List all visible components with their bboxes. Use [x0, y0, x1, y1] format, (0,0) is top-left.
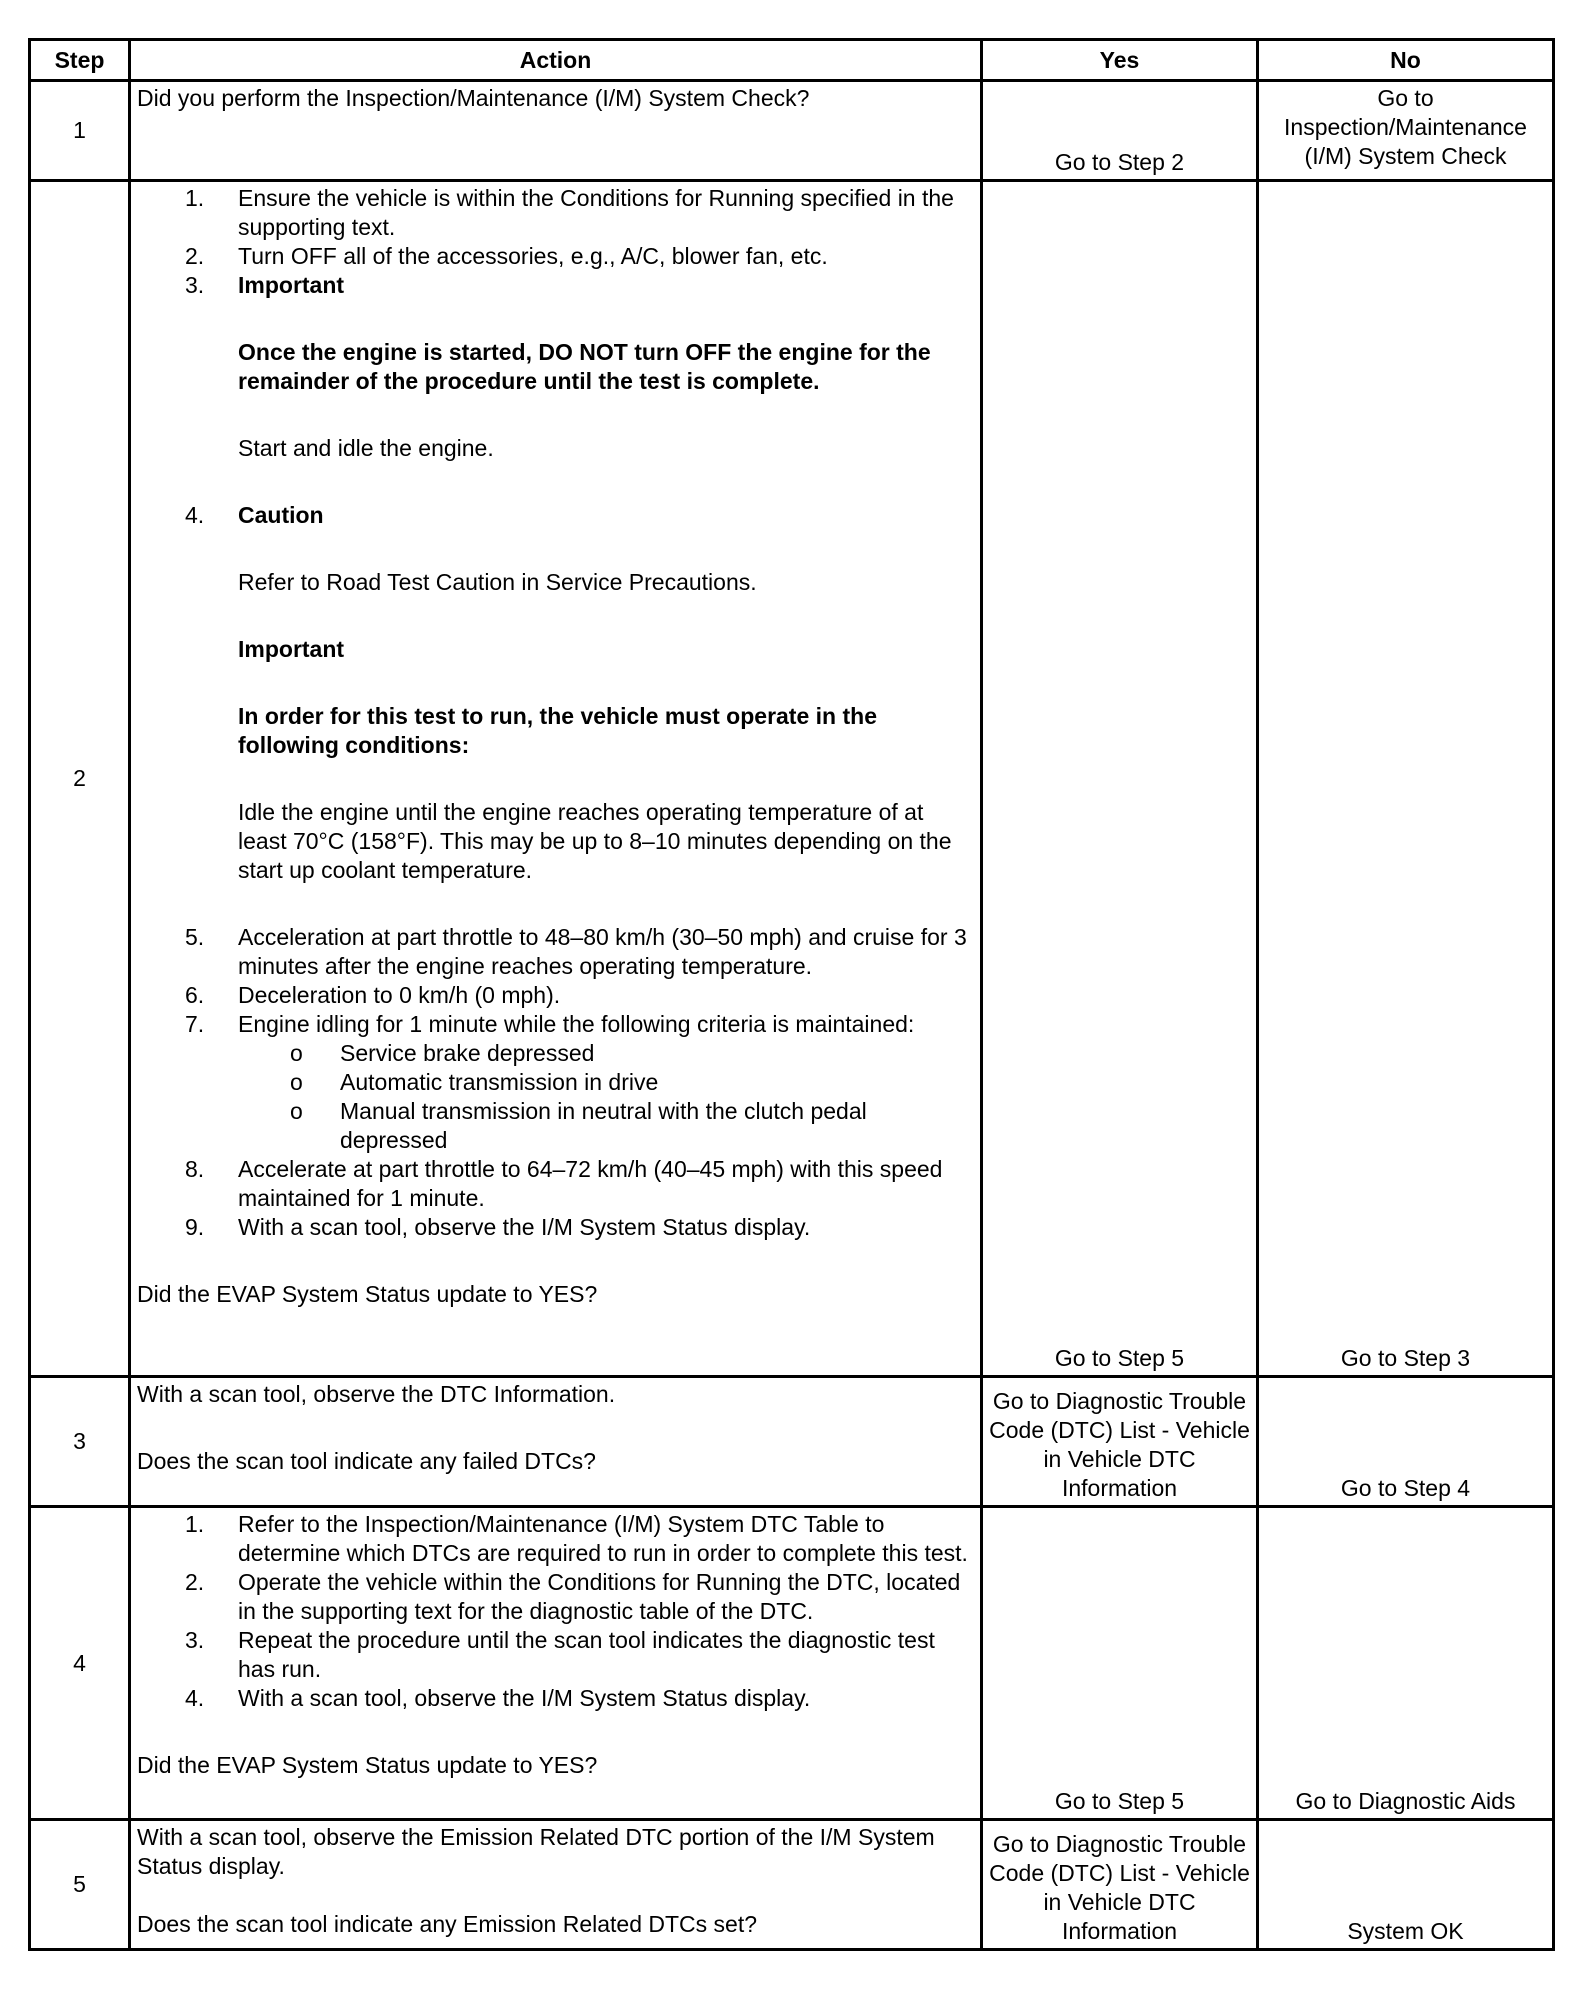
- bullet-icon: o: [290, 1098, 303, 1124]
- question-text: Does the scan tool indicate any Emission Related DTCs set?: [137, 1911, 758, 1937]
- item-text: Refer to the Inspection/Maintenance (I/M) System DTC Table to determine which DTCs are required to run in order to complete this test.: [238, 1511, 968, 1566]
- list-item: [137, 1213, 974, 1242]
- item-number: 6.: [185, 982, 205, 1008]
- header-no: No: [1258, 40, 1554, 81]
- diagnostic-table: [28, 38, 1555, 1951]
- important-label: Important: [238, 636, 345, 662]
- list-item: [137, 501, 974, 923]
- list-item: [137, 1010, 974, 1039]
- list-item: [137, 1510, 974, 1568]
- sub-item-text: Service brake depressed: [340, 1040, 595, 1066]
- table-row-step-4: [30, 1507, 1554, 1820]
- table-row-step-3: [30, 1377, 1554, 1507]
- item-number: 9.: [185, 1214, 205, 1240]
- list-item: [137, 981, 974, 1010]
- no-outcome: Go to Step 3: [1258, 181, 1554, 1377]
- yes-outcome: Go to Step 5: [982, 1507, 1258, 1820]
- table-header-row: [30, 40, 1554, 81]
- important-label: Important: [238, 272, 345, 298]
- table-row-step-2: [30, 181, 1554, 1377]
- header-yes: Yes: [982, 40, 1258, 81]
- question-text: Does the scan tool indicate any failed DTCs?: [137, 1448, 596, 1474]
- intro-text: With a scan tool, observe the Emission Related DTC portion of the I/M System Status display.: [137, 1824, 935, 1879]
- item-text: Acceleration at part throttle to 48–80 km/h (30–50 mph) and cruise for 3 minutes after the engine reaches operating temperature.: [238, 924, 967, 979]
- item-text: Idle the engine until the engine reaches operating temperature of at least 70°C (158°F). This may be up to 8–10 minutes depending on the start up coolant temperature.: [238, 799, 952, 883]
- action-cell: [130, 181, 982, 1377]
- item-text: With a scan tool, observe the I/M System Status display.: [238, 1214, 811, 1240]
- important-warning: In order for this test to run, the vehicle must operate in the following conditions:: [238, 703, 877, 758]
- list-item: [137, 271, 974, 501]
- important-warning: Once the engine is started, DO NOT turn OFF the engine for the remainder of the procedure until the test is complete.: [238, 339, 931, 394]
- step-number: 1: [30, 81, 130, 181]
- table-row-step-1: [30, 81, 1554, 181]
- action-cell: [130, 81, 982, 181]
- sub-item-text: Manual transmission in neutral with the clutch pedal depressed: [340, 1098, 867, 1153]
- item-text: Deceleration to 0 km/h (0 mph).: [238, 982, 561, 1008]
- no-outcome: Go to Inspection/Maintenance (I/M) System Check: [1258, 81, 1554, 181]
- header-step: Step: [30, 40, 130, 81]
- question-text: Did the EVAP System Status update to YES?: [137, 1752, 598, 1778]
- yes-outcome: Go to Step 2: [982, 81, 1258, 181]
- yes-outcome: Go to Step 5: [982, 181, 1258, 1377]
- item-number: 5.: [185, 924, 205, 950]
- yes-outcome: Go to Diagnostic Trouble Code (DTC) List - Vehicle in Vehicle DTC Information: [982, 1377, 1258, 1507]
- list-item: [137, 923, 974, 981]
- action-cell: [130, 1820, 982, 1950]
- item-number: 1.: [185, 185, 205, 211]
- no-outcome: Go to Diagnostic Aids: [1258, 1507, 1554, 1820]
- no-outcome: Go to Step 4: [1258, 1377, 1554, 1507]
- step-number: 3: [30, 1377, 130, 1507]
- item-number: 2.: [185, 243, 205, 269]
- caution-text: Refer to Road Test Caution in Service Precautions.: [238, 569, 757, 595]
- intro-text: With a scan tool, observe the DTC Information.: [137, 1381, 616, 1407]
- item-text: Accelerate at part throttle to 64–72 km/h (40–45 mph) with this speed maintained for 1 minute.: [238, 1156, 943, 1211]
- list-item: [137, 1155, 974, 1213]
- item-number: 1.: [185, 1511, 205, 1537]
- question-text: Did the EVAP System Status update to YES?: [137, 1281, 598, 1307]
- item-text: Repeat the procedure until the scan tool indicates the diagnostic test has run.: [238, 1627, 935, 1682]
- header-action: Action: [130, 40, 982, 81]
- item-number: 2.: [185, 1569, 205, 1595]
- table-row-step-5: [30, 1820, 1554, 1950]
- question-text: Did you perform the Inspection/Maintenance (I/M) System Check?: [137, 85, 810, 111]
- action-cell: [130, 1377, 982, 1507]
- sub-list-item: [137, 1097, 974, 1155]
- list-item: [137, 1626, 974, 1684]
- step-number: 2: [30, 181, 130, 1377]
- yes-outcome: Go to Diagnostic Trouble Code (DTC) List - Vehicle in Vehicle DTC Information: [982, 1820, 1258, 1950]
- item-number: 4.: [185, 502, 205, 528]
- item-number: 4.: [185, 1685, 205, 1711]
- step-number: 5: [30, 1820, 130, 1950]
- sub-list-item: [137, 1039, 974, 1068]
- sub-item-text: Automatic transmission in drive: [340, 1069, 659, 1095]
- bullet-icon: o: [290, 1069, 303, 1095]
- item-text: Operate the vehicle within the Conditions for Running the DTC, located in the supporting text for the diagnostic table of the DTC.: [238, 1569, 961, 1624]
- caution-label: Caution: [238, 502, 324, 528]
- item-number: 3.: [185, 272, 205, 298]
- list-item: [137, 242, 974, 271]
- item-number: 3.: [185, 1627, 205, 1653]
- sub-list-item: [137, 1068, 974, 1097]
- bullet-icon: o: [290, 1040, 303, 1066]
- no-outcome: System OK: [1258, 1820, 1554, 1950]
- item-number: 7.: [185, 1011, 205, 1037]
- list-item: [137, 1684, 974, 1713]
- item-text: Start and idle the engine.: [238, 435, 494, 461]
- item-text: Engine idling for 1 minute while the following criteria is maintained:: [238, 1011, 915, 1037]
- action-cell: [130, 1507, 982, 1820]
- item-text: With a scan tool, observe the I/M System Status display.: [238, 1685, 811, 1711]
- item-text: Ensure the vehicle is within the Conditions for Running specified in the supporting text.: [238, 185, 954, 240]
- item-number: 8.: [185, 1156, 205, 1182]
- step-number: 4: [30, 1507, 130, 1820]
- list-item: [137, 184, 974, 242]
- item-text: Turn OFF all of the accessories, e.g., A/C, blower fan, etc.: [238, 243, 828, 269]
- list-item: [137, 1568, 974, 1626]
